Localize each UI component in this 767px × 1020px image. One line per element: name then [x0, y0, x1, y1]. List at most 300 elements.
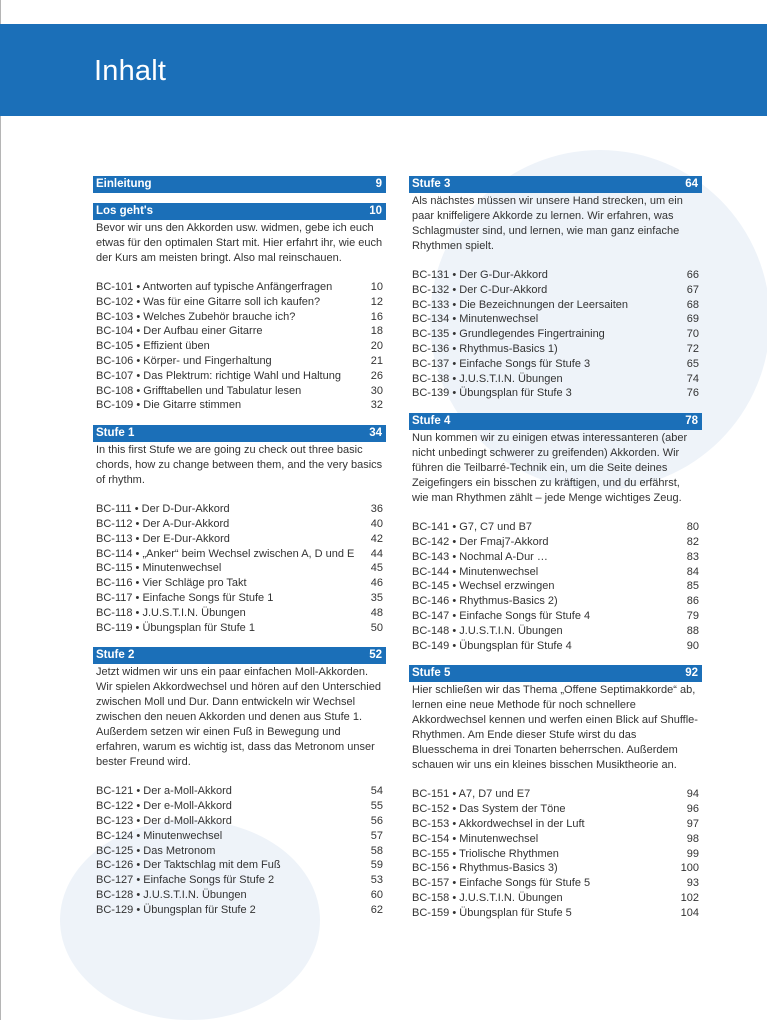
entry-code: BC-104: [96, 325, 134, 338]
entry-text: Körper- und Fingerhaltung: [143, 354, 272, 367]
entry-page: 99: [686, 847, 699, 860]
entry-title: [96, 295, 320, 310]
toc-entry[interactable]: [412, 876, 699, 891]
section-header[interactable]: [93, 425, 386, 442]
entry-separator: •: [449, 891, 460, 904]
entry-code: BC-108: [96, 384, 134, 397]
entry-separator: •: [133, 829, 144, 842]
toc-entry[interactable]: [412, 283, 699, 298]
toc-entry[interactable]: [96, 384, 383, 399]
entry-page: 46: [370, 577, 383, 590]
entry-page: 18: [370, 325, 383, 338]
page-border: [0, 0, 1, 1020]
entry-code: BC-107: [96, 369, 134, 382]
section-page: 52: [369, 649, 382, 662]
entry-separator: •: [449, 788, 459, 801]
entry-separator: •: [133, 814, 144, 827]
entry-title: [412, 550, 548, 565]
entry-page: 42: [370, 532, 383, 545]
toc-entry[interactable]: [412, 268, 699, 283]
entry-page: 90: [686, 639, 699, 652]
entry-code: BC-103: [96, 310, 134, 323]
section-page: 10: [369, 205, 382, 217]
toc-entry[interactable]: [96, 517, 383, 532]
entry-title: [96, 576, 247, 591]
entry-code: BC-121: [96, 785, 134, 798]
section-header[interactable]: [93, 647, 386, 664]
entry-title: [96, 591, 273, 606]
entry-text: Die Bezeichnungen der Leersaiten: [459, 298, 629, 311]
toc-entry[interactable]: [96, 310, 383, 325]
entry-separator: •: [449, 298, 460, 311]
entry-title: [96, 398, 241, 413]
entry-page: 62: [370, 903, 383, 916]
entry-page: 30: [370, 384, 383, 397]
entry-separator: •: [133, 310, 144, 323]
section-description: Jetzt widmen wir uns ein paar einfachen Moll-Akkorden. Wir spielen Akkordwechsel und hören auf den Unterschied zwischen Moll und Dur. Dann entwickeln wir Wechsel zwischen den neuen Akkorden und denen aus Stufe 1. Außerdem setzen wir einen Fuß in Bewegung und erfahren, warum es wichtig ist, dass das Metronom unser bester Freund wird.: [96, 666, 381, 769]
entry-list: [93, 280, 386, 413]
entry-title: [96, 502, 230, 517]
entry-page: 44: [370, 547, 383, 560]
section-header[interactable]: [409, 665, 702, 682]
toc-entry[interactable]: [96, 354, 383, 369]
entry-code: BC-144: [412, 565, 450, 578]
entry-page: 97: [686, 817, 699, 830]
entry-title: [96, 606, 246, 621]
toc-entry[interactable]: [412, 565, 699, 580]
entry-text: Grundlegendes Fingertraining: [459, 328, 605, 341]
entry-separator: •: [449, 639, 460, 652]
entry-text: Minutenwechsel: [142, 562, 222, 575]
toc-section: [409, 413, 702, 653]
section-title: Stufe 2: [96, 649, 135, 662]
entry-page: 20: [370, 340, 383, 353]
entry-separator: •: [449, 847, 460, 860]
entry-text: Wechsel erzwingen: [459, 580, 555, 593]
toc-entry[interactable]: [412, 832, 699, 847]
entry-separator: •: [132, 606, 143, 619]
entry-title: [412, 535, 549, 550]
toc-entry[interactable]: [412, 847, 699, 862]
entry-text: Antworten auf typische Anfängerfragen: [142, 281, 333, 293]
entry-page: 48: [370, 606, 383, 619]
section-header[interactable]: [409, 176, 702, 193]
entry-page: 21: [370, 354, 383, 367]
entry-text: Übungsplan für Stufe 3: [459, 387, 572, 400]
toc-entry[interactable]: [96, 339, 383, 354]
entry-separator: •: [131, 503, 142, 516]
entry-text: Triolische Rhythmen: [459, 847, 559, 860]
entry-title: [412, 639, 572, 654]
toc-entry[interactable]: [96, 369, 383, 384]
entry-text: Der d-Moll-Akkord: [143, 814, 232, 827]
entry-text: Einfache Songs für Stufe 1: [142, 591, 274, 604]
toc-entry[interactable]: [412, 861, 699, 876]
entry-page: 55: [370, 800, 383, 813]
entry-title: [96, 354, 272, 369]
entry-page: 102: [680, 891, 699, 904]
entry-title: [96, 903, 256, 918]
section-title: Stufe 1: [96, 427, 135, 440]
entry-title: [412, 609, 590, 624]
entry-title: [96, 547, 354, 562]
toc-entry[interactable]: [412, 312, 699, 327]
toc-entry[interactable]: [412, 535, 699, 550]
toc-entry[interactable]: [96, 324, 383, 339]
entry-separator: •: [133, 903, 144, 916]
entry-separator: •: [132, 591, 143, 604]
toc-section: [93, 203, 386, 413]
toc-entry[interactable]: [412, 639, 699, 654]
toc-entry[interactable]: [96, 829, 383, 844]
entry-code: BC-151: [412, 788, 450, 801]
entry-page: 12: [370, 295, 383, 308]
toc-right-column: [409, 176, 702, 933]
toc-entry[interactable]: [96, 295, 383, 310]
entry-separator: •: [133, 369, 144, 382]
entry-list: [93, 784, 386, 917]
entry-code: BC-147: [412, 609, 450, 622]
entry-title: [412, 565, 538, 580]
entry-page: 58: [370, 844, 383, 857]
section-page: 34: [369, 427, 382, 440]
entry-text: Der C-Dur-Akkord: [459, 283, 548, 296]
entry-separator: •: [449, 877, 460, 890]
entry-title: [412, 876, 590, 891]
entry-code: BC-146: [412, 595, 450, 608]
entry-code: BC-122: [96, 800, 134, 813]
entry-separator: •: [132, 562, 143, 575]
toc-section: [409, 665, 702, 920]
entry-separator: •: [133, 295, 144, 308]
entry-separator: •: [133, 281, 143, 293]
entry-text: Der D-Dur-Akkord: [141, 503, 230, 516]
toc-section: [409, 176, 702, 401]
toc-entry[interactable]: [96, 784, 383, 799]
toc-entry[interactable]: [96, 576, 383, 591]
section-description: Bevor wir uns den Akkorden usw. widmen, gebe ich euch etwas für den optimalen Start mit. Hier erfahrt ihr, wie euch der Kurs am meisten bringt. Also mal reinschauen.: [96, 222, 383, 264]
entry-title: [412, 832, 538, 847]
entry-separator: •: [449, 328, 460, 341]
entry-list: [409, 787, 702, 920]
entry-separator: •: [133, 874, 144, 887]
entry-title: [96, 324, 263, 339]
toc-entry[interactable]: [96, 888, 383, 903]
entry-separator: •: [449, 906, 460, 919]
entry-page: 35: [370, 591, 383, 604]
toc-entry[interactable]: [96, 547, 383, 562]
entry-code: BC-119: [96, 621, 133, 634]
entry-page: 68: [686, 298, 699, 311]
entry-page: 45: [370, 562, 383, 575]
entry-separator: •: [449, 357, 460, 370]
section-header[interactable]: [93, 203, 386, 220]
entry-text: J.U.S.T.I.N. Übungen: [459, 372, 563, 385]
entry-title: [412, 268, 548, 283]
entry-separator: •: [133, 340, 144, 353]
section-title: Einleitung: [96, 178, 152, 190]
entry-text: G7, C7 und B7: [459, 521, 533, 534]
entry-page: 86: [686, 595, 699, 608]
entry-text: Das System der Töne: [459, 803, 566, 816]
section-page: 92: [685, 667, 698, 680]
entry-code: BC-117: [96, 591, 133, 604]
entry-code: BC-124: [96, 829, 134, 842]
entry-separator: •: [133, 384, 144, 397]
entry-separator: •: [449, 283, 460, 296]
entry-list: [409, 520, 702, 653]
toc-entry[interactable]: [412, 817, 699, 832]
entry-title: [96, 339, 210, 354]
toc-entry[interactable]: [412, 579, 699, 594]
entry-list: [93, 502, 386, 635]
entry-list: [409, 268, 702, 401]
section-header[interactable]: [93, 176, 386, 193]
entry-text: Einfache Songs für Stufe 2: [143, 874, 275, 887]
entry-title: [412, 624, 563, 639]
entry-page: 59: [370, 859, 383, 872]
entry-title: [412, 817, 585, 832]
entry-title: [96, 858, 281, 873]
toc-entry[interactable]: [96, 591, 383, 606]
entry-code: BC-134: [412, 313, 450, 326]
entry-title: [96, 561, 221, 576]
entry-title: [412, 861, 558, 876]
entry-text: Vier Schläge pro Takt: [142, 577, 247, 590]
entry-separator: •: [449, 342, 460, 355]
toc-entry[interactable]: [412, 891, 699, 906]
toc-entry[interactable]: [412, 298, 699, 313]
entry-code: BC-141: [412, 521, 450, 534]
entry-title: [96, 384, 301, 399]
toc-entry[interactable]: [412, 520, 699, 535]
entry-title: [412, 802, 565, 817]
entry-separator: •: [449, 817, 459, 830]
entry-title: [96, 369, 341, 384]
entry-page: 82: [686, 535, 699, 548]
entry-code: BC-138: [412, 372, 450, 385]
entry-page: 69: [686, 313, 699, 326]
entry-page: 32: [370, 399, 383, 412]
toc-entry[interactable]: [96, 903, 383, 918]
section-page: 64: [685, 178, 698, 190]
entry-text: J.U.S.T.I.N. Übungen: [459, 891, 563, 904]
toc-entry[interactable]: [96, 858, 383, 873]
entry-code: BC-126: [96, 859, 134, 872]
entry-separator: •: [132, 517, 143, 530]
entry-separator: •: [133, 859, 144, 872]
entry-code: BC-115: [96, 562, 133, 575]
entry-title: [96, 873, 274, 888]
entry-separator: •: [449, 803, 460, 816]
toc-entry[interactable]: [96, 561, 383, 576]
entry-code: BC-139: [412, 387, 450, 400]
entry-separator: •: [132, 547, 143, 560]
entry-separator: •: [133, 844, 144, 857]
toc-entry[interactable]: [412, 327, 699, 342]
entry-title: [96, 621, 255, 636]
entry-text: Minutenwechsel: [459, 313, 539, 326]
entry-title: [412, 327, 605, 342]
entry-separator: •: [133, 785, 144, 798]
entry-text: Welches Zubehör brauche ich?: [143, 310, 296, 323]
toc-entry[interactable]: [96, 621, 383, 636]
toc-entry[interactable]: [96, 844, 383, 859]
toc-entry[interactable]: [412, 624, 699, 639]
toc-entry[interactable]: [412, 906, 699, 921]
entry-code: BC-157: [412, 877, 450, 890]
entry-code: BC-114: [96, 547, 133, 560]
entry-text: Nochmal A-Dur …: [459, 550, 548, 563]
toc-entry[interactable]: [412, 550, 699, 565]
entry-title: [96, 517, 229, 532]
entry-title: [96, 888, 247, 903]
toc-entry[interactable]: [412, 594, 699, 609]
entry-code: BC-109: [96, 399, 134, 412]
entry-page: 88: [686, 624, 699, 637]
entry-title: [412, 283, 547, 298]
toc-entry[interactable]: [96, 502, 383, 517]
entry-separator: •: [133, 325, 144, 338]
toc-entry[interactable]: [412, 386, 699, 401]
entry-code: BC-106: [96, 354, 134, 367]
entry-text: „Anker“ beim Wechsel zwischen A, D und E: [142, 547, 355, 560]
entry-text: Die Gitarre stimmen: [143, 399, 242, 412]
entry-code: BC-154: [412, 832, 450, 845]
entry-code: BC-129: [96, 903, 134, 916]
section-header[interactable]: [409, 413, 702, 430]
toc-entry[interactable]: [412, 357, 699, 372]
entry-title: [412, 342, 558, 357]
entry-title: [96, 280, 332, 295]
entry-text: Grifftabellen und Tabulatur lesen: [143, 384, 302, 397]
entry-text: Einfache Songs für Stufe 5: [459, 877, 591, 890]
toc-entry[interactable]: [96, 280, 383, 295]
entry-page: 80: [686, 521, 699, 534]
entry-page: 104: [680, 906, 699, 919]
toc-entry[interactable]: [96, 606, 383, 621]
entry-text: Einfache Songs für Stufe 3: [459, 357, 591, 370]
toc-section: [93, 647, 386, 917]
section-title: Stufe 5: [412, 667, 451, 680]
entry-separator: •: [449, 565, 460, 578]
section-page: 78: [685, 415, 698, 428]
entry-code: BC-142: [412, 535, 450, 548]
entry-text: Minutenwechsel: [459, 832, 539, 845]
entry-code: BC-123: [96, 814, 134, 827]
entry-text: Übungsplan für Stufe 1: [142, 621, 255, 634]
entry-separator: •: [132, 532, 143, 545]
entry-code: BC-105: [96, 340, 134, 353]
toc-entry[interactable]: [412, 372, 699, 387]
entry-text: Der a-Moll-Akkord: [143, 785, 232, 798]
entry-code: BC-127: [96, 874, 134, 887]
section-description: Nun kommen wir zu einigen etwas interessanteren (aber nicht unbedingt schwerer zu greifenden) Akkorden. Wir führen die Teilbarré-Technik ein, um die Seite deines Zeigefingers ein bisschen zu kräftigen, und du erfährst, wie man Rhythmen zählt – jede Menge wichtiges Zeug.: [412, 432, 688, 505]
toc-entry[interactable]: [96, 873, 383, 888]
toc-entry[interactable]: [412, 342, 699, 357]
section-title: Los geht's: [96, 205, 154, 217]
entry-text: Der e-Moll-Akkord: [143, 800, 232, 813]
toc-section: [93, 425, 386, 635]
entry-code: BC-113: [96, 532, 133, 545]
entry-separator: •: [449, 535, 460, 548]
entry-page: 93: [686, 877, 699, 890]
entry-code: BC-145: [412, 580, 450, 593]
entry-title: [96, 784, 232, 799]
entry-text: Was für eine Gitarre soll ich kaufen?: [143, 295, 321, 308]
entry-page: 26: [370, 369, 383, 382]
entry-title: [412, 579, 554, 594]
entry-text: Akkordwechsel in der Luft: [458, 817, 585, 830]
entry-title: [412, 372, 563, 387]
entry-page: 84: [686, 565, 699, 578]
entry-text: Das Metronom: [143, 844, 216, 857]
entry-text: Minutenwechsel: [459, 565, 539, 578]
entry-page: 70: [686, 328, 699, 341]
entry-code: BC-155: [412, 847, 450, 860]
entry-separator: •: [133, 354, 144, 367]
toc-entry[interactable]: [96, 814, 383, 829]
entry-separator: •: [133, 399, 144, 412]
entry-separator: •: [449, 521, 460, 534]
entry-page: 53: [370, 874, 383, 887]
entry-separator: •: [449, 862, 460, 875]
toc-entry[interactable]: [412, 609, 699, 624]
entry-title: [412, 787, 530, 802]
entry-text: J.U.S.T.I.N. Übungen: [142, 606, 246, 619]
entry-code: BC-112: [96, 517, 133, 530]
entry-page: 67: [686, 283, 699, 296]
entry-text: Der E-Dur-Akkord: [142, 532, 230, 545]
entry-code: BC-133: [412, 298, 450, 311]
entry-title: [412, 891, 563, 906]
entry-code: BC-143: [412, 550, 450, 563]
entry-separator: •: [449, 832, 460, 845]
entry-title: [412, 594, 558, 609]
entry-page: 54: [370, 785, 383, 798]
entry-separator: •: [449, 580, 460, 593]
toc-entry[interactable]: [412, 787, 699, 802]
entry-text: Der Fmaj7-Akkord: [459, 535, 549, 548]
entry-text: Rhythmus-Basics 3): [459, 862, 558, 875]
toc-entry[interactable]: [96, 799, 383, 814]
entry-text: Der Taktschlag mit dem Fuß: [143, 859, 281, 872]
toc-section: [93, 176, 386, 193]
entry-text: J.U.S.T.I.N. Übungen: [143, 888, 247, 901]
entry-code: BC-135: [412, 328, 450, 341]
entry-page: 98: [686, 832, 699, 845]
entry-page: 10: [370, 281, 383, 293]
entry-page: 94: [686, 788, 699, 801]
entry-code: BC-101: [96, 281, 134, 293]
section-description: Hier schließen wir das Thema „Offene Septimakkorde“ ab, lernen eine neue Methode für noch schnellere Akkordwechsel kennen und werfen einen Blick auf Shuffle-Rhythmen. Am Ende dieser Stufe wirst du das Bluesschema in drei Tonarten beherrschen. Außerdem schauen wir uns ein kleines bisschen Musiktheorie an.: [412, 684, 698, 772]
toc-entry[interactable]: [96, 532, 383, 547]
toc-entry[interactable]: [96, 398, 383, 413]
entry-code: BC-149: [412, 639, 450, 652]
entry-text: Rhythmus-Basics 1): [459, 342, 558, 355]
entry-separator: •: [449, 372, 460, 385]
entry-text: Der G-Dur-Akkord: [459, 269, 548, 281]
entry-page: 56: [370, 814, 383, 827]
entry-title: [96, 829, 222, 844]
entry-separator: •: [449, 550, 460, 563]
section-description: In this first Stufe we are going zu check out three basic chords, how zu change between them, and the very basics of rhythm.: [96, 444, 383, 487]
entry-separator: •: [449, 624, 460, 637]
entry-separator: •: [449, 609, 460, 622]
entry-code: BC-125: [96, 844, 134, 857]
entry-separator: •: [133, 888, 144, 901]
toc-entry[interactable]: [412, 802, 699, 817]
